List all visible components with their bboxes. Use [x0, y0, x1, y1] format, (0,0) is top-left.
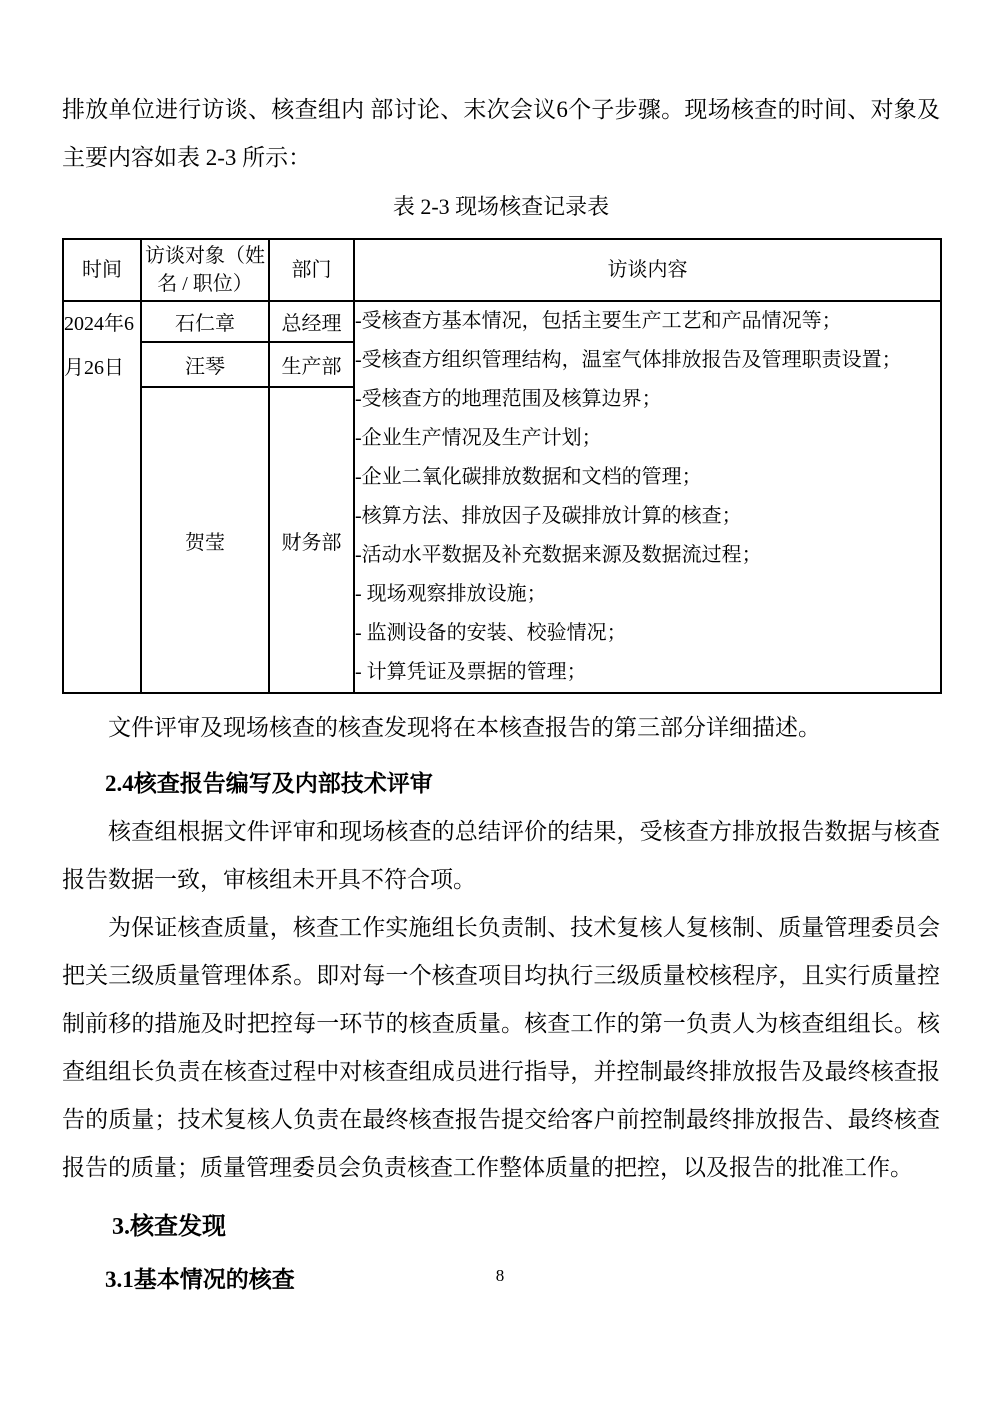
page-number: 8 [495, 1266, 505, 1285]
section-2-4-paragraph-1: 核查组根据文件评审和现场核查的总结评价的结果，受核查方排放报告数据与核查报告数据一致，审核组未开具不符合项。 [62, 819, 940, 892]
section-3-heading: 3.核查发现 [112, 1214, 226, 1240]
table-row [63, 301, 941, 342]
interview-content-item: - 现场观察排放设施； [355, 583, 547, 605]
interview-content-cell [354, 301, 941, 693]
interview-content-item: -受核查方基本情况，包括主要生产工艺和产品情况等； [355, 310, 842, 332]
table-header-row [63, 239, 941, 301]
interview-content-item: -受核查方组织管理结构，温室气体排放报告及管理职责设置； [355, 349, 902, 371]
section-3-1-heading: 3.1基本情况的核查 [105, 1267, 295, 1292]
interviewee-department: 生产部 [269, 342, 354, 387]
interview-content-item: -活动水平数据及补充数据来源及数据流过程； [355, 544, 762, 566]
interview-content-item: -企业生产情况及生产计划； [355, 427, 602, 449]
header-time: 时间 [63, 239, 141, 301]
time-line1: 2024年6 [64, 313, 134, 335]
interview-content-item: - 计算凭证及票据的管理； [355, 661, 587, 683]
interviewee-department: 总经理 [269, 301, 354, 342]
interviewee-name: 汪琴 [141, 342, 269, 387]
time-cell [63, 301, 141, 693]
header-interviewee [141, 239, 269, 301]
after-table-paragraph: 文件评审及现场核查的核查发现将在本核查报告的第三部分详细描述。 [108, 715, 821, 740]
interviewee-name: 石仁章 [141, 301, 269, 342]
interview-content-item: -企业二氧化碳排放数据和文档的管理； [355, 466, 702, 488]
section-2-4-paragraph-2: 为保证核查质量，核查工作实施组长负责制、技术复核人复核制、质量管理委员会把关三级质量管理体系。即对每一个核查项目均执行三级质量校核程序，且实行质量控制前移的措施及时把控每一环节的核查质量。核查工作的第一负责人为核查组组长。核查组组长负责在核查过程中对核查组成员进行指导，并控制最终排放报告及最终核查报告的质量；技术复核人负责在最终核查报告提交给客户前控制最终排放报告、最终核查报告的质量；质量管理委员会负责核查工作整体质量的把控，以及报告的批准工作。 [62, 915, 940, 1180]
header-interviewee-line1: 访谈对象（姓 [145, 245, 265, 267]
interviewee-department: 财务部 [269, 387, 354, 693]
header-interviewee-line2: 名 / 职位） [157, 273, 253, 295]
section-2-4-heading: 2.4核查报告编写及内部技术评审 [105, 771, 433, 796]
header-department: 部门 [269, 239, 354, 301]
header-interview-content: 访谈内容 [354, 239, 941, 301]
site-visit-record-table [62, 238, 942, 694]
intro-paragraph: 排放单位进行访谈、核查组内 部讨论、末次会议6个子步骤。现场核查的时间、对象及主要内容如表 2-3 所示： [62, 97, 940, 170]
interview-content-item: - 监测设备的安装、校验情况； [355, 622, 627, 644]
interviewee-name: 贺莹 [141, 387, 269, 693]
time-line2: 月26日 [64, 357, 124, 379]
interview-content-item: -受核查方的地理范围及核算边界； [355, 388, 662, 410]
interview-content-item: -核算方法、排放因子及碳排放计算的核查； [355, 505, 742, 527]
table-caption: 表 2-3 现场核查记录表 [392, 194, 610, 219]
